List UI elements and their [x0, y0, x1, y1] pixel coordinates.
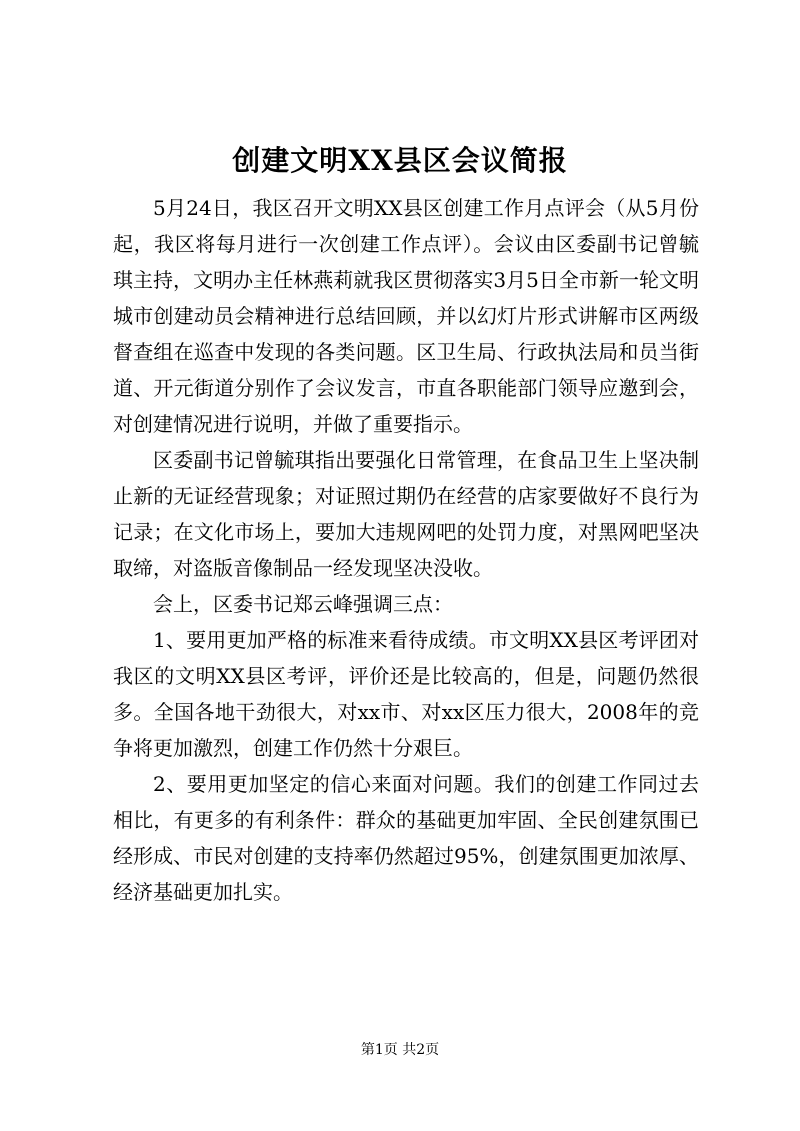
paragraph-meeting-summary: 5月24日，我区召开文明XX县区创建工作月点评会（从5月份起，我区将每月进行一次创建工作点评）。会议由区委副书记曾毓琪主持，文明办主任林燕莉就我区贯彻落实3月5日全市新一轮文明城市创建动员会精神进行总结回顾，并以幻灯片形式讲解市区两级督查组在巡查中发现的各类问题。区卫生局、行政执法局和员当街道、开元街道分别作了会议发言，市直各职能部门领导应邀到会，对创建情况进行说明，并做了重要指示。 [113, 196, 699, 436]
paragraph-three-points-intro: 会上，区委书记郑云峰强调三点： [153, 592, 453, 616]
paragraph-point-two: 2、要用更加坚定的信心来面对问题。我们的创建工作同过去相比，有更多的有利条件：群众的基础更加牢固、全民创建氛围已经形成、市民对创建的支持率仍然超过95%，创建氛围更加浓厚、经济基础更加扎实。 [113, 772, 699, 904]
page-number-footer: 第1页 共2页 [360, 1042, 440, 1058]
document-title: 创建文明XX县区会议简报 [232, 144, 568, 177]
paragraph-deputy-secretary-remarks: 区委副书记曾毓琪指出要强化日常管理，在食品卫生上坚决制止新的无证经营现象；对证照过期仍在经营的店家要做好不良行为记录；在文化市场上，要加大违规网吧的处罚力度，对黑网吧坚决取缔，对盗版音像制品一经发现坚决没收。 [113, 448, 699, 580]
document-body [113, 190, 699, 910]
paragraph-point-one: 1、要用更加严格的标准来看待成绩。市文明XX县区考评团对我区的文明XX县区考评，评价还是比较高的，但是，问题仍然很多。全国各地干劲很大，对xx市、对xx区压力很大，2008年的竞争将更加激烈，创建工作仍然十分艰巨。 [113, 628, 699, 760]
